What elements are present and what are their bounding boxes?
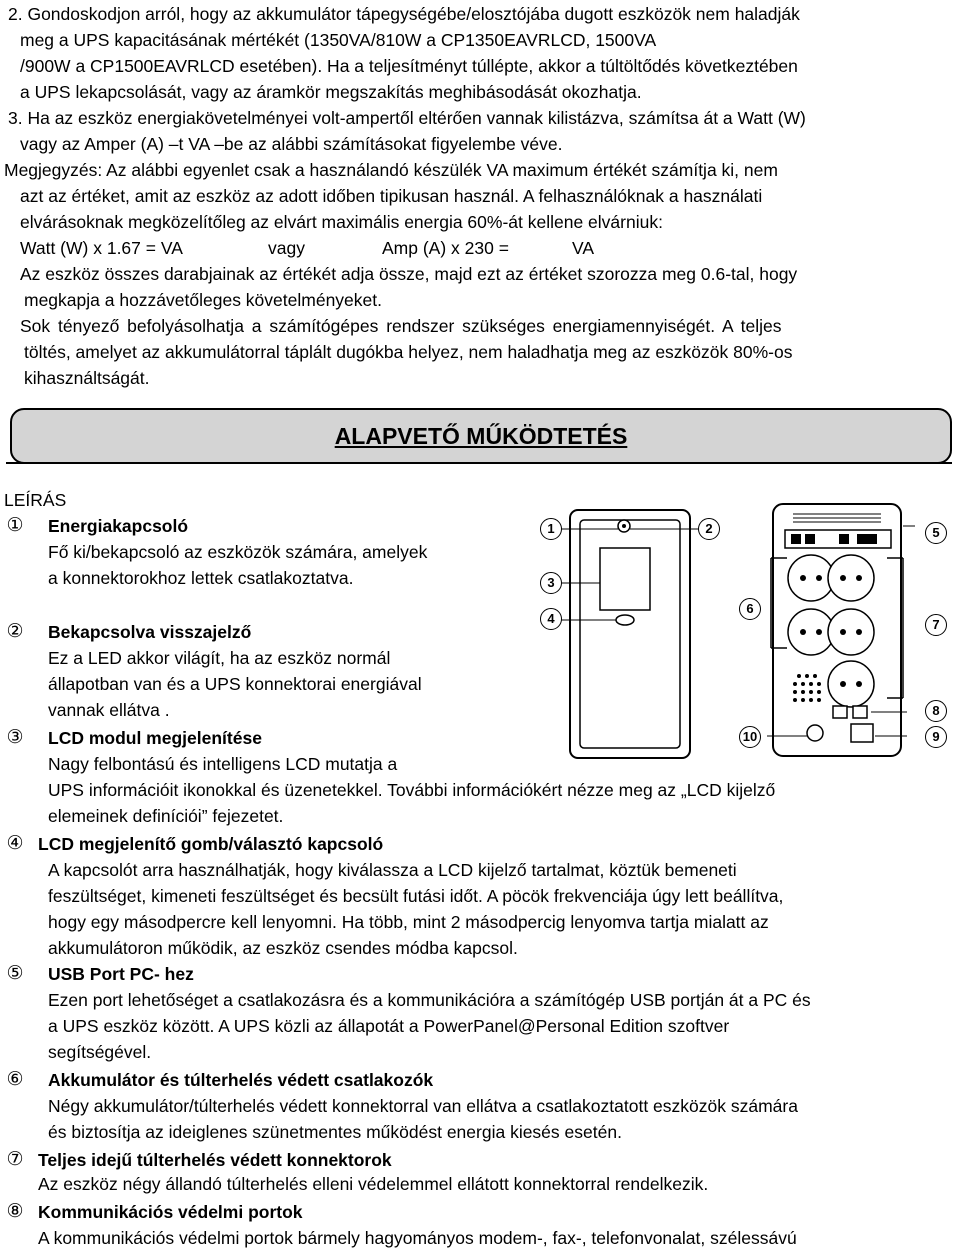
- factor-line: kihasználtságát.: [24, 368, 150, 388]
- sum-line: megkapja a hozzávetőleges követelményeket.: [24, 290, 382, 310]
- formula-amp: Amp (A) x 230 =: [382, 238, 509, 258]
- item-title: Energiakapcsoló: [48, 516, 189, 536]
- ups-front-diagram: [540, 500, 720, 770]
- callout-9: 9: [925, 726, 947, 748]
- formula-or: vagy: [268, 238, 305, 258]
- item-text: segítségével.: [48, 1042, 152, 1062]
- item-text: a UPS eszköz között. A UPS közli az állapotát a PowerPanel@Personal Edition szoftver: [48, 1016, 730, 1036]
- callout-1: 1: [540, 518, 562, 540]
- callout-8: 8: [925, 700, 947, 722]
- item-text: Nagy felbontású és intelligens LCD mutatja a: [48, 754, 398, 774]
- sum-line: Az eszköz összes darabjainak az értékét adja össze, majd ezt az értéket szorozza meg 0.6-tal, hogy: [20, 264, 798, 284]
- ups-rear-diagram: [735, 498, 957, 768]
- intro-line: a UPS lekapcsolását, vagy az áramkör megszakítás meghibásodását okozhatja.: [20, 82, 642, 102]
- item-text: A kapcsolót arra használhatják, hogy kiválassza a LCD kijelző tartalmat, köztük bemeneti: [48, 860, 737, 880]
- note-line: elvárásoknak megközelítőleg az elvárt maximális energia 60%-át kellene elvárniuk:: [20, 212, 663, 232]
- item-text: állapotban van és a UPS konnektorai energiával: [48, 674, 422, 694]
- item-number: ④: [6, 833, 24, 854]
- divider: [6, 462, 952, 464]
- item-text: hogy egy másodpercre kell lenyomni. Ha több, mint 2 másodpercig lenyomva tartja mialatt az: [48, 912, 769, 932]
- item-text: Ez a LED akkor világít, ha az eszköz normál: [48, 648, 391, 668]
- item-title: USB Port PC- hez: [48, 964, 194, 984]
- callout-5: 5: [925, 522, 947, 544]
- intro-line: /900W a CP1500EAVRLCD esetében). Ha a teljesítményt túllépte, akkor a túltöltődés következtében: [20, 56, 798, 76]
- item-number: ②: [6, 621, 24, 642]
- item-text: a konnektorokhoz lettek csatlakoztatva.: [48, 568, 354, 588]
- item-number: ⑤: [6, 963, 24, 984]
- section-title: ALAPVETŐ MŰKÖDTETÉS: [334, 422, 628, 449]
- item-text: akkumulátoron működik, az eszköz csendes módba kapcsol.: [48, 938, 518, 958]
- item-text: elemeinek definíciói” fejezetet.: [48, 806, 284, 826]
- item-text: Négy akkumulátor/túlterhelés védett konnektorral van ellátva a csatlakoztatott eszközök számára: [48, 1096, 798, 1116]
- item-text: feszültséget, kimeneti feszültséget és becsült futási időt. A pöcök frekvenciája úgy lett beállítva,: [48, 886, 784, 906]
- item-title: LCD modul megjelenítése: [48, 728, 262, 748]
- item-title: Akkumulátor és túlterhelés védett csatlakozók: [48, 1070, 434, 1090]
- item-title: Kommunikációs védelmi portok: [38, 1202, 303, 1222]
- ups-rear-illustration: [735, 498, 957, 768]
- item-text: vannak ellátva .: [48, 700, 170, 720]
- intro-line: vagy az Amper (A) –t VA –be az alábbi számításokat figyelembe véve.: [20, 134, 563, 154]
- factor-line: töltés, amelyet az akkumulátorral táplált dugókba helyez, nem haladhatja meg az eszközök 80%-os: [24, 342, 793, 362]
- item-number: ③: [6, 727, 24, 748]
- item-number: ⑦: [6, 1149, 24, 1170]
- callout-4: 4: [540, 608, 562, 630]
- callout-2: 2: [698, 518, 720, 540]
- description-heading: LEÍRÁS: [4, 490, 67, 510]
- item-text: és biztosítja az ideiglenes szünetmentes működést energia kiesés esetén.: [48, 1122, 622, 1142]
- item-text: Az eszköz négy állandó túlterhelés elleni védelemmel ellátott konnektorral rendelkezik.: [38, 1174, 709, 1194]
- intro-line: 2. Gondoskodjon arról, hogy az akkumulátor tápegységébe/elosztójába dugott eszközök nem haladják: [8, 4, 800, 24]
- callout-7: 7: [925, 614, 947, 636]
- item-text: Fő ki/bekapcsoló az eszközök számára, amelyek: [48, 542, 428, 562]
- item-text: A kommunikációs védelmi portok bármely hagyományos modem-, fax-, telefonvonalat, szélessávú: [38, 1228, 797, 1248]
- formula-va: VA: [572, 238, 595, 258]
- formula-watt: Watt (W) x 1.67 = VA: [20, 238, 183, 258]
- item-number: ⑧: [6, 1201, 24, 1222]
- factor-line: Sok tényező befolyásolhatja a számítógépes rendszer szükséges energiamennyiségét. A teljes: [20, 316, 782, 336]
- item-title: Bekapcsolva visszajelző: [48, 622, 252, 642]
- section-title-box: [10, 408, 952, 464]
- note-line: Megjegyzés: Az alábbi egyenlet csak a használandó készülék VA maximum értékét számítja ki, nem: [4, 160, 778, 180]
- intro-line: meg a UPS kapacitásának mértékét (1350VA/810W a CP1350EAVRLCD, 1500VA: [20, 30, 657, 50]
- callout-6: 6: [739, 598, 761, 620]
- item-text: Ezen port lehetőséget a csatlakozásra és a kommunikációra a számítógép USB portján át a PC és: [48, 990, 811, 1010]
- item-title: Teljes idejű túlterhelés védett konnektorok: [38, 1150, 392, 1170]
- callout-10: 10: [739, 726, 761, 748]
- item-text: UPS információit ikonokkal és üzenetekkel. További információkért nézze meg az „LCD kijelző: [48, 780, 776, 800]
- item-number: ①: [6, 515, 24, 536]
- item-title: LCD megjelenítő gomb/választó kapcsoló: [38, 834, 384, 854]
- note-line: azt az értéket, amit az eszköz az adott időben tipikusan használ. A felhasználóknak a használati: [20, 186, 763, 206]
- callout-3: 3: [540, 572, 562, 594]
- intro-line: 3. Ha az eszköz energiakövetelményei volt-ampertől eltérően vannak kilistázva, számítsa át a Watt (W): [8, 108, 806, 128]
- item-number: ⑥: [6, 1069, 24, 1090]
- ups-front-illustration: [540, 500, 720, 770]
